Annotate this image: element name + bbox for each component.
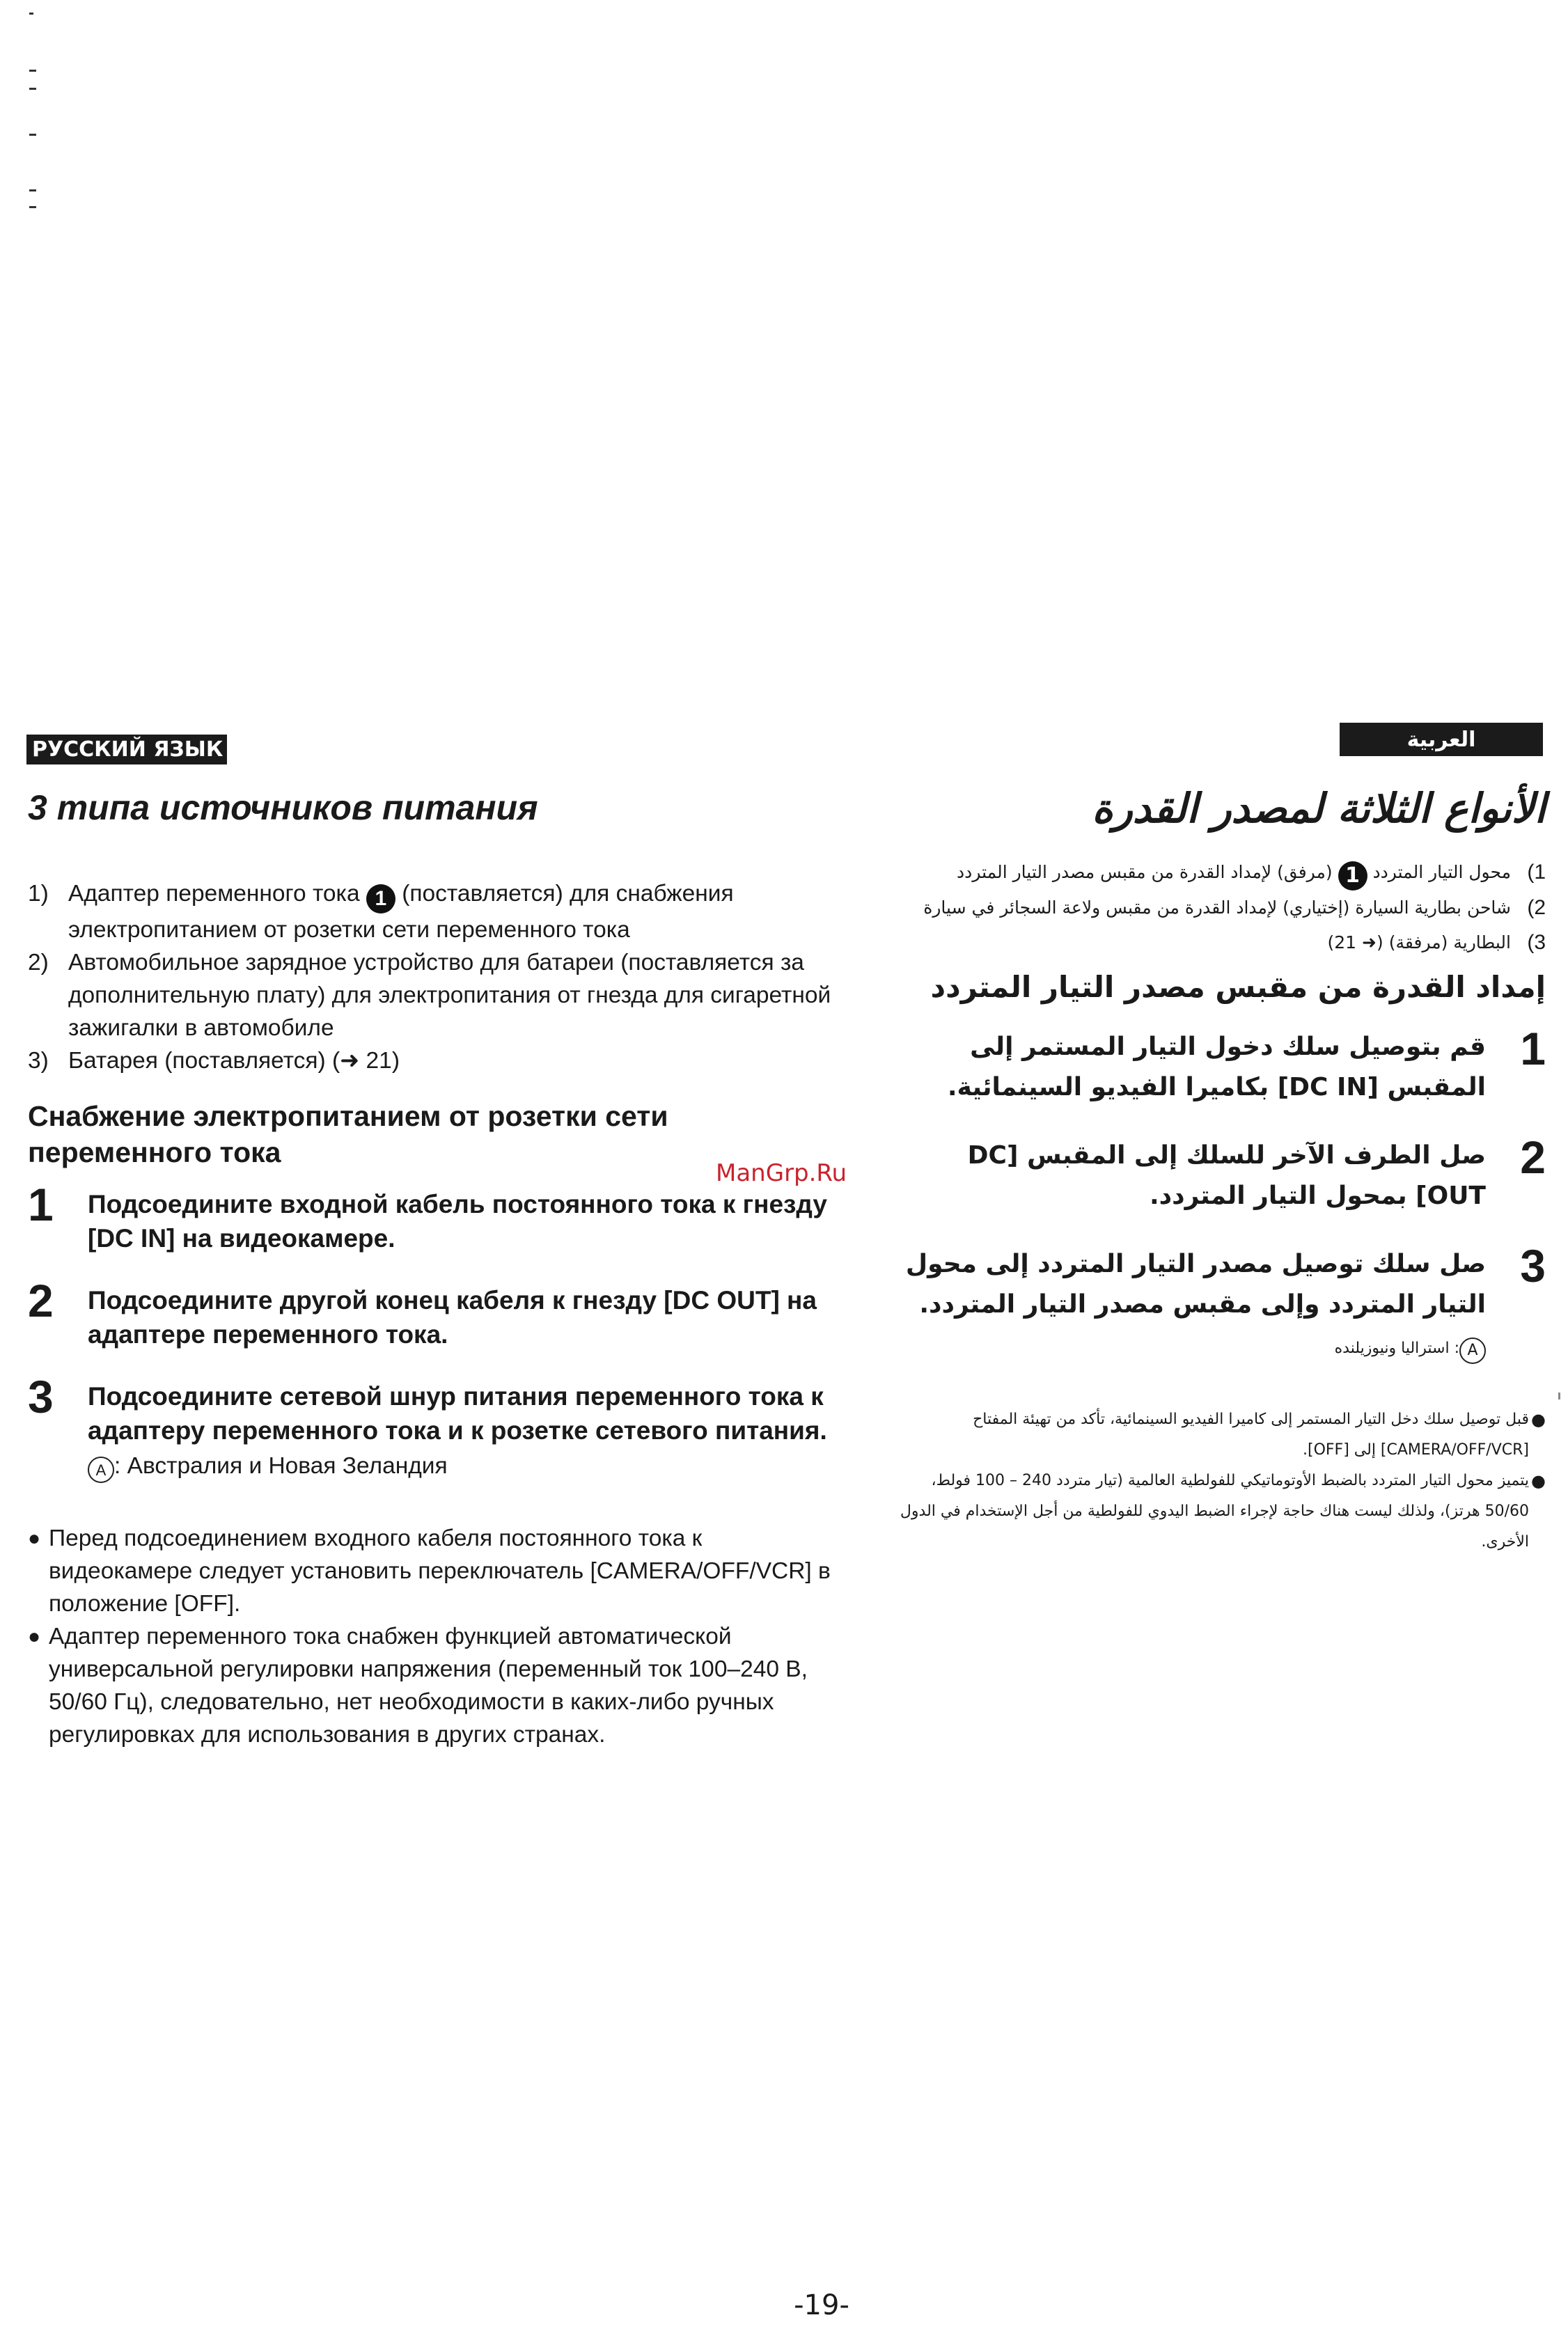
bullet-icon: ● <box>1531 1471 1546 1491</box>
arabic-step-3 <box>891 1240 1546 1365</box>
step-number: 3 <box>1520 1240 1546 1292</box>
step-number: 2 <box>28 1274 54 1326</box>
circled-number-icon: 1 <box>1338 861 1367 891</box>
watermark: ManGrp.Ru <box>716 1159 847 1187</box>
step-text: Подсоедините входной кабель постоянного тока к гнезду [DC IN] на видеокамере. <box>88 1189 827 1253</box>
list-item: ● Адаптер переменного тока снабжен функцией автоматической универсальной регулировки напряжения (переменный ток 100–240 В, 50/60 Гц), следовательно, нет необходимости в каких-либо ручных регулировках для использования в других странах. <box>28 1620 849 1751</box>
arabic-step-2 <box>891 1131 1546 1216</box>
russian-language-badge: РУССКИЙ ЯЗЫК <box>26 735 227 764</box>
step-text: قم بتوصيل سلك دخول التيار المستمر إلى المقبس [DC IN] بكاميرا الفيديو السينمائية. <box>947 1033 1486 1101</box>
arabic-column <box>891 780 1546 1558</box>
bullet-icon: ● <box>1531 1410 1546 1429</box>
page-number: -19- <box>794 2289 849 2321</box>
margin-tick-marks <box>24 10 45 219</box>
arabic-language-badge: العربية <box>1340 723 1543 756</box>
list-item: 3) Батарея (поставляется) (➜ 21) <box>28 1047 400 1074</box>
arabic-power-source-list <box>891 855 1546 960</box>
scan-edge-mark <box>1558 1393 1560 1399</box>
list-item: 3) البطارية (مرفقة) (➜ 21) <box>1327 931 1546 954</box>
russian-step-3 <box>28 1370 849 1484</box>
step-text: Подсоедините другой конец кабеля к гнезду [DC OUT] на адаптере переменного тока. <box>88 1285 817 1349</box>
step-number: 1 <box>28 1178 54 1230</box>
step-text: Подсоедините сетевой шнур питания переменного тока к адаптеру переменного тока и к розетке сетевого питания. <box>88 1381 827 1445</box>
russian-column <box>28 787 849 1751</box>
circled-letter-a-icon: A <box>1459 1338 1486 1364</box>
list-item: 2) شاحن بطارية السيارة (إختياري) لإمداد القدرة من مقبس ولاعة السجائر في سيارة <box>923 896 1546 919</box>
russian-step-1 <box>28 1178 849 1255</box>
step-number: 1 <box>1520 1023 1546 1074</box>
russian-section-heading: Снабжение электропитанием от розетки сети переменного тока <box>28 1099 668 1168</box>
russian-notes <box>28 1522 849 1751</box>
arabic-page-title: الأنواع الثلاثة لمصدر القدرة <box>1092 785 1546 832</box>
region-note: A : Австралия и Новая Зеландия <box>88 1453 448 1479</box>
list-item: 1) محول التيار المتردد 1 (مرفق) لإمداد القدرة من مقبس مصدر التيار المتردد <box>891 855 1546 891</box>
step-text: صل الطرف الآخر للسلك إلى المقبس [DC OUT] بمحول التيار المتردد. <box>967 1141 1486 1210</box>
russian-step-2 <box>28 1274 849 1351</box>
bullet-icon: ● <box>28 1625 41 1648</box>
circled-number-icon: 1 <box>366 884 395 913</box>
circled-letter-a-icon: A <box>88 1457 114 1483</box>
step-number: 2 <box>1520 1131 1546 1183</box>
region-note: A: استراليا ونيوزيلنده <box>1335 1340 1486 1357</box>
arabic-step-1 <box>891 1023 1546 1108</box>
list-item: ● Перед подсоединением входного кабеля постоянного тока к видеокамере следует установить переключатель [CAMERA/OFF/VCR] в положение [OFF]. <box>28 1522 849 1620</box>
bullet-icon: ● <box>28 1527 41 1550</box>
list-item: 2) Автомобильное зарядное устройство для батареи (поставляется за дополнительную плату) для электропитания от гнезда для сигаретной зажигалки в автомобиле <box>28 949 831 1041</box>
russian-page-title: 3 типа источников питания <box>28 788 538 827</box>
arabic-notes <box>891 1404 1546 1558</box>
step-text: صل سلك توصيل مصدر التيار المتردد إلى محول التيار المتردد وإلى مقبس مصدر التيار المتردد. <box>905 1250 1486 1319</box>
list-item: 1) Адаптер переменного тока 1 (поставляется) для снабжения электропитанием от розетки сети переменного тока <box>28 881 734 943</box>
arabic-section-heading: إمداد القدرة من مقبس مصدر التيار المتردد <box>930 970 1546 1004</box>
list-item: ● يتميز محول التيار المتردد بالضبط الأوتوماتيكي للفولطية العالمية (تيار متردد 240 – 100 فولط، 50/60 هرتز)، ولذلك ليست هناك حاجة لإجراء الضبط اليدوي للفولطية من أجل الإستخدام في الدول الأخرى. <box>891 1466 1546 1558</box>
list-item: ● قبل توصيل سلك دخل التيار المستمر إلى كاميرا الفيديو السينمائية، تأكد من تهيئة المفتاح [CAMERA/OFF/VCR] إلى [OFF]. <box>891 1404 1546 1466</box>
russian-power-source-list <box>28 877 849 1077</box>
step-number: 3 <box>28 1370 54 1422</box>
